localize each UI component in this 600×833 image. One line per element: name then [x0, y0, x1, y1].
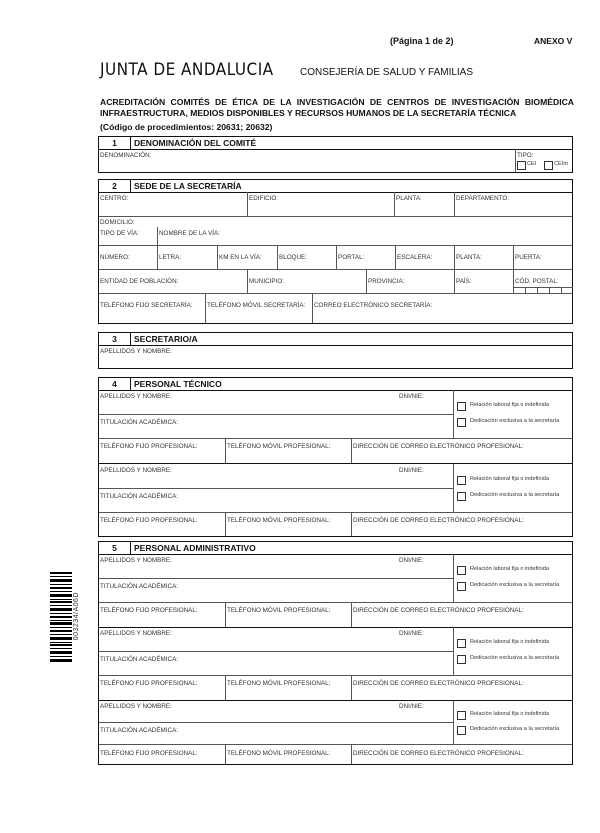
correo-field[interactable]: DIRECCIÓN DE CORREO ELECTRÓNICO PROFESIONAL: [353, 607, 524, 614]
section-number: 2 [99, 180, 131, 192]
telefono-movil-field[interactable]: TELÉFONO MÓVIL PROFESIONAL: [227, 443, 331, 450]
tipo-via-field[interactable]: TIPO DE VÍA: [100, 230, 139, 237]
section-number: 5 [99, 542, 131, 554]
section-title: SEDE DE LA SECRETARÍA [134, 181, 242, 191]
dedicacion-checkbox[interactable] [457, 582, 466, 591]
section-personal-administrativo [98, 541, 573, 765]
cei-checkbox[interactable] [517, 161, 526, 170]
page-indicator: (Página 1 de 2) [390, 36, 454, 46]
section-header [99, 137, 572, 150]
section-denominacion [98, 136, 573, 173]
telefono-fijo-field[interactable]: TELÉFONO FIJO PROFESIONAL: [100, 750, 198, 757]
barcode-number: 003234/A06D [73, 592, 80, 641]
dni-field[interactable]: DNI/NIE: [399, 557, 424, 564]
correo-secretaria-field[interactable]: CORREO ELECTRÓNICO SECRETARÍA: [314, 302, 433, 309]
telefono-movil-secretaria-field[interactable]: TELÉFONO MÓVIL SECRETARÍA: [207, 302, 306, 309]
relacion-checkbox[interactable] [457, 711, 466, 720]
relacion-checkbox[interactable] [457, 476, 466, 485]
titulacion-field[interactable]: TITULACIÓN ACADÉMICA: [100, 493, 179, 500]
centro-field[interactable]: CENTRO: [100, 195, 129, 202]
portal-field[interactable]: PORTAL: [338, 254, 365, 261]
letra-field[interactable]: LETRA: [159, 254, 182, 261]
administrativo-person-2 [99, 627, 572, 700]
dedicacion-label: Dedicación exclusiva a la secretaría [470, 582, 560, 588]
section-title: PERSONAL ADMINISTRATIVO [134, 543, 256, 553]
ceim-checkbox[interactable] [544, 161, 553, 170]
apellidos-field[interactable]: APELLIDOS Y NOMBRE: [100, 393, 172, 400]
telefono-movil-field[interactable]: TELÉFONO MÓVIL PROFESIONAL: [227, 750, 331, 757]
section-title: SECRETARIO/A [134, 334, 198, 344]
dedicacion-label: Dedicación exclusiva a la secretaría [470, 492, 560, 498]
telefono-fijo-secretaria-field[interactable]: TELÉFONO FIJO SECRETARÍA: [100, 302, 193, 309]
dedicacion-checkbox[interactable] [457, 418, 466, 427]
dni-field[interactable]: DNI/NIE: [399, 703, 424, 710]
dedicacion-label: Dedicación exclusiva a la secretaría [470, 655, 560, 661]
section-sede [98, 179, 573, 324]
planta-field[interactable]: PLANTA: [396, 195, 422, 202]
section-number: 3 [99, 333, 131, 345]
titulacion-field[interactable]: TITULACIÓN ACADÉMICA: [100, 419, 179, 426]
correo-field[interactable]: DIRECCIÓN DE CORREO ELECTRÓNICO PROFESIONAL: [353, 750, 524, 757]
apellidos-field[interactable]: APELLIDOS Y NOMBRE: [100, 557, 172, 564]
edificio-field[interactable]: EDIFICIO: [249, 195, 279, 202]
numero-field[interactable]: NÚMERO: [100, 254, 130, 261]
apellidos-field[interactable]: APELLIDOS Y NOMBRE: [100, 703, 172, 710]
planta2-field[interactable]: PLANTA: [456, 254, 482, 261]
dni-field[interactable]: DNI/NIE: [399, 630, 424, 637]
ceim-label: CEIm [554, 161, 568, 167]
dedicacion-checkbox[interactable] [457, 726, 466, 735]
relacion-label: Relación laboral fija o indefinida [470, 476, 549, 482]
correo-field[interactable]: DIRECCIÓN DE CORREO ELECTRÓNICO PROFESIONAL: [353, 680, 524, 687]
administrativo-person-3 [99, 700, 572, 764]
section-title: PERSONAL TÉCNICO [134, 379, 222, 389]
section-secretario [98, 332, 573, 369]
section-personal-tecnico [98, 377, 573, 537]
section-header [99, 180, 572, 193]
relacion-label: Relación laboral fija o indefinida [470, 711, 549, 717]
telefono-fijo-field[interactable]: TELÉFONO FIJO PROFESIONAL: [100, 517, 198, 524]
apellidos-field[interactable]: APELLIDOS Y NOMBRE: [100, 467, 172, 474]
tecnico-person-2 [99, 464, 572, 536]
relacion-label: Relación laboral fija o indefinida [470, 639, 549, 645]
dedicacion-checkbox[interactable] [457, 655, 466, 664]
km-via-field[interactable]: KM EN LA VÍA: [219, 254, 262, 261]
relacion-checkbox[interactable] [457, 639, 466, 648]
nombre-via-field[interactable]: NOMBRE DE LA VÍA: [159, 230, 220, 237]
dni-field[interactable]: DNI/NIE: [399, 467, 424, 474]
titulacion-field[interactable]: TITULACIÓN ACADÉMICA: [100, 583, 179, 590]
dedicacion-checkbox[interactable] [457, 492, 466, 501]
procedure-codes: (Código de procedimientos: 20631; 20632) [100, 122, 273, 132]
telefono-movil-field[interactable]: TELÉFONO MÓVIL PROFESIONAL: [227, 517, 331, 524]
puerta-field[interactable]: PUERTA: [515, 254, 542, 261]
dni-field[interactable]: DNI/NIE: [399, 393, 424, 400]
relacion-checkbox[interactable] [457, 566, 466, 575]
relacion-label: Relación laboral fija o indefinida [470, 402, 549, 408]
cod-postal-label: CÓD. POSTAL: [515, 278, 559, 285]
pais-field[interactable]: PAÍS: [456, 278, 472, 285]
relacion-label: Relación laboral fija o indefinida [470, 566, 549, 572]
section-number: 4 [99, 378, 131, 390]
section-header [99, 333, 572, 346]
tipo-label: TIPO: [517, 152, 534, 159]
secretario-apellidos-field[interactable]: APELLIDOS Y NOMBRE: [100, 348, 172, 355]
bloque-field[interactable]: BLOQUE: [279, 254, 307, 261]
entidad-poblacion-field[interactable]: ENTIDAD DE POBLACIÓN: [100, 278, 179, 285]
telefono-fijo-field[interactable]: TELÉFONO FIJO PROFESIONAL: [100, 443, 198, 450]
dedicacion-label: Dedicación exclusiva a la secretaría [470, 418, 560, 424]
municipio-field[interactable]: MUNICIPIO: [249, 278, 284, 285]
administrativo-person-1 [99, 554, 572, 627]
dedicacion-label: Dedicación exclusiva a la secretaría [470, 726, 560, 732]
correo-field[interactable]: DIRECCIÓN DE CORREO ELECTRÓNICO PROFESIONAL: [353, 517, 524, 524]
escalera-field[interactable]: ESCALERA: [397, 254, 433, 261]
section-number: 1 [99, 137, 131, 149]
tecnico-person-1 [99, 390, 572, 464]
departamento-field[interactable]: DEPARTAMENTO: [456, 195, 510, 202]
department-name: CONSEJERÍA DE SALUD Y FAMILIAS [300, 67, 474, 78]
apellidos-field[interactable]: APELLIDOS Y NOMBRE: [100, 630, 172, 637]
titulacion-field[interactable]: TITULACIÓN ACADÉMICA: [100, 727, 179, 734]
relacion-checkbox[interactable] [457, 402, 466, 411]
cei-label: CEI [527, 161, 537, 167]
annex-label: ANEXO V [534, 36, 573, 46]
telefono-movil-field[interactable]: TELÉFONO MÓVIL PROFESIONAL: [227, 607, 331, 614]
domicilio-label: DOMICILIO: [100, 219, 135, 226]
section-title: DENOMINACIÓN DEL COMITÉ [134, 138, 257, 148]
titulacion-field[interactable]: TITULACIÓN ACADÉMICA: [100, 656, 179, 663]
provincia-field[interactable]: PROVINCIA: [368, 278, 405, 285]
telefono-movil-field[interactable]: TELÉFONO MÓVIL PROFESIONAL: [227, 680, 331, 687]
barcode-icon [50, 572, 72, 662]
junta-logo: JUNTA DE ANDALUCIA [100, 60, 274, 80]
telefono-fijo-field[interactable]: TELÉFONO FIJO PROFESIONAL: [100, 607, 198, 614]
telefono-fijo-field[interactable]: TELÉFONO FIJO PROFESIONAL: [100, 680, 198, 687]
denominacion-label[interactable]: DENOMINACIÓN: [100, 152, 152, 159]
form-title: ACREDITACIÓN COMITÉS DE ÉTICA DE LA INVESTIGACIÓN DE CENTROS DE INVESTIGACIÓN BIOMÉDICA INFRAESTRUCTURA, MEDIOS DISPONIBLES Y RECURSOS HUMANOS DE LA SECRETARÍA TÉCNICA [100, 97, 574, 118]
correo-field[interactable]: DIRECCIÓN DE CORREO ELECTRÓNICO PROFESIONAL: [353, 443, 524, 450]
